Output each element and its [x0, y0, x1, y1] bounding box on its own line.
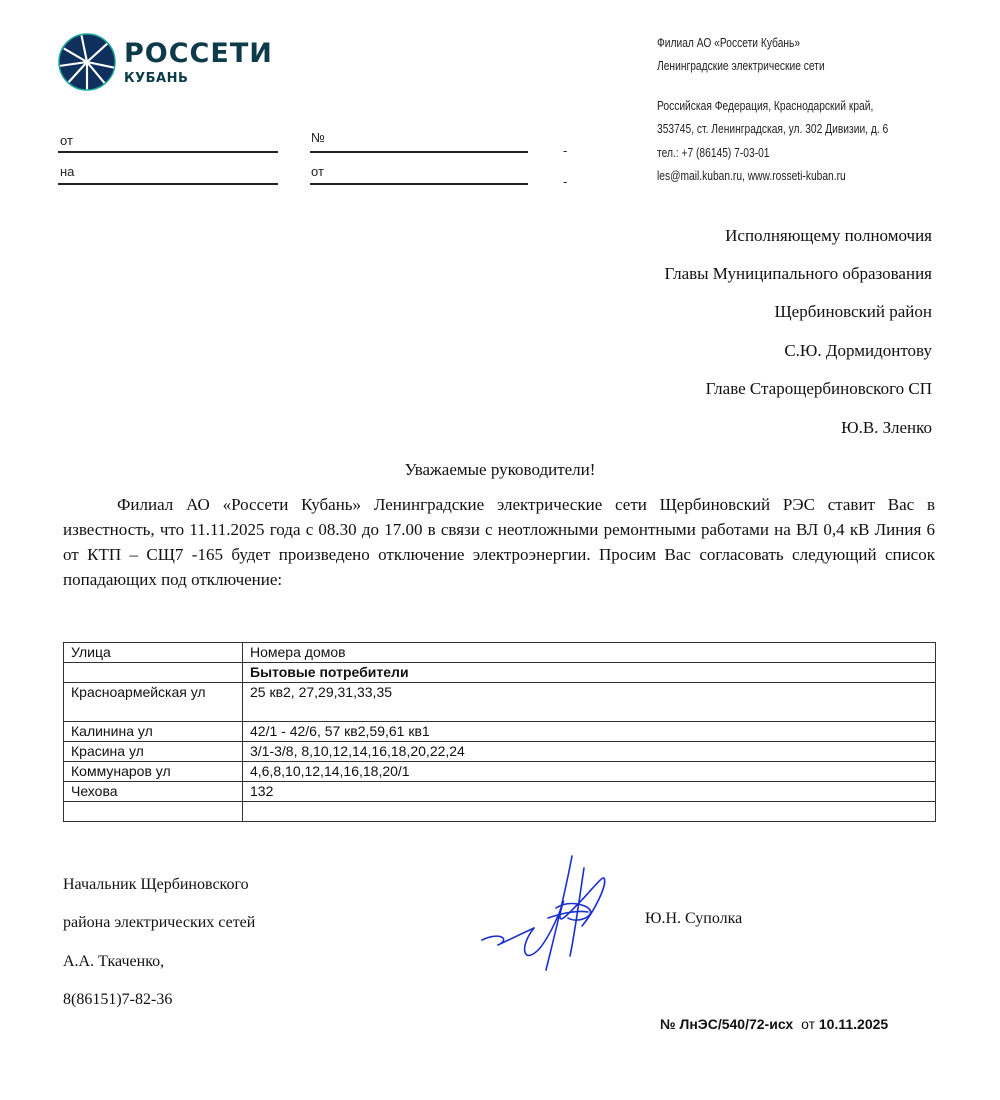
outage-address-table — [63, 642, 936, 822]
addressee-line: Главе Старощербиновского СП — [705, 379, 932, 398]
table-row — [64, 762, 936, 782]
from-line — [58, 151, 278, 153]
table-row — [64, 722, 936, 742]
letter-body — [63, 492, 935, 592]
from2-line — [310, 183, 528, 185]
contact-name: А.А. Ткаченко, — [63, 953, 165, 970]
addressee-line: Ю.В. Зленко — [841, 418, 932, 437]
dash: - — [563, 174, 568, 189]
logo-title: РОССЕТИ — [124, 38, 273, 69]
street-cell — [64, 802, 243, 822]
address-line-2: 353745, ст. Ленинградская, ул. 302 Дивизии, д. 6 — [657, 122, 889, 136]
from2-label: от — [311, 164, 324, 179]
header-houses: Номера домов — [243, 643, 936, 663]
addressee-line: Щербиновский район — [774, 302, 932, 321]
table-row — [64, 782, 936, 802]
table-row-empty — [64, 802, 936, 822]
to-line — [58, 183, 278, 185]
branch-name: Филиал АО «Россети Кубань» — [657, 36, 801, 50]
table-subheader-row — [64, 663, 936, 683]
number-line — [310, 151, 528, 153]
rosseti-logo-icon — [58, 33, 116, 91]
outgoing-number: № ЛнЭС/540/72-исх — [660, 1016, 794, 1032]
subheader-consumers: Бытовые потребители — [243, 663, 936, 683]
table-header-row — [64, 643, 936, 663]
street-cell: Чехова — [64, 782, 243, 802]
handwritten-signature-icon — [478, 848, 638, 978]
to-label: на — [60, 164, 75, 179]
number-label: № — [311, 130, 325, 145]
logo-subtitle: КУБАНЬ — [124, 71, 189, 86]
signer-name: Ю.Н. Суполка — [645, 910, 743, 927]
table-row — [64, 683, 936, 722]
houses-cell — [243, 802, 936, 822]
dash: - — [563, 143, 568, 158]
contact-position-line-2: района электрических сетей — [63, 914, 256, 931]
addressee-line: С.Ю. Дормидонтову — [784, 341, 932, 360]
houses-cell: 4,6,8,10,12,14,16,18,20/1 — [243, 762, 936, 782]
branch-division: Ленинградские электрические сети — [657, 59, 825, 73]
greeting: Уважаемые руководители! — [404, 460, 596, 479]
houses-cell: 132 — [243, 782, 936, 802]
street-cell: Красина ул — [64, 742, 243, 762]
addressee-line: Исполняющему полномочия — [725, 226, 932, 245]
email-website: les@mail.kuban.ru, www.rosseti-kuban.ru — [657, 169, 846, 183]
houses-cell: 3/1-3/8, 8,10,12,14,16,18,20,22,24 — [243, 742, 936, 762]
houses-cell: 42/1 - 42/6, 57 кв2,59,61 кв1 — [243, 722, 936, 742]
contact-phone: 8(86151)7-82-36 — [63, 991, 173, 1008]
contact-position-line-1: Начальник Щербиновского — [63, 876, 249, 893]
outgoing-date-prefix: от — [801, 1016, 815, 1032]
header-street: Улица — [64, 643, 243, 663]
street-cell: Красноармейская ул — [64, 683, 243, 722]
houses-cell: 25 кв2, 27,29,31,33,35 — [243, 683, 936, 722]
street-cell: Коммунаров ул — [64, 762, 243, 782]
address-line-1: Российская Федерация, Краснодарский край, — [657, 99, 874, 113]
from-label: от — [60, 133, 73, 148]
outgoing-date: 10.11.2025 — [818, 1016, 889, 1032]
table-row — [64, 742, 936, 762]
letter-body-text: Филиал АО «Россети Кубань» Ленинградские электрические сети Щербиновский РЭС ставит Вас в известность, что 11.11.2025 года с 08.30 до 17.00 в связи с неотложными ремонтными работами на ВЛ 0,4 кВ Линия 6 от КТП – СЩ7 -165 будет произведено отключение электроэнергии. Просим Вас согласовать следующий список попадающих под отключение: — [63, 495, 935, 589]
addressee-line: Главы Муниципального образования — [664, 264, 932, 283]
phone: тел.: +7 (86145) 7-03-01 — [657, 146, 770, 160]
street-cell: Калинина ул — [64, 722, 243, 742]
outgoing-reference — [660, 1016, 888, 1032]
